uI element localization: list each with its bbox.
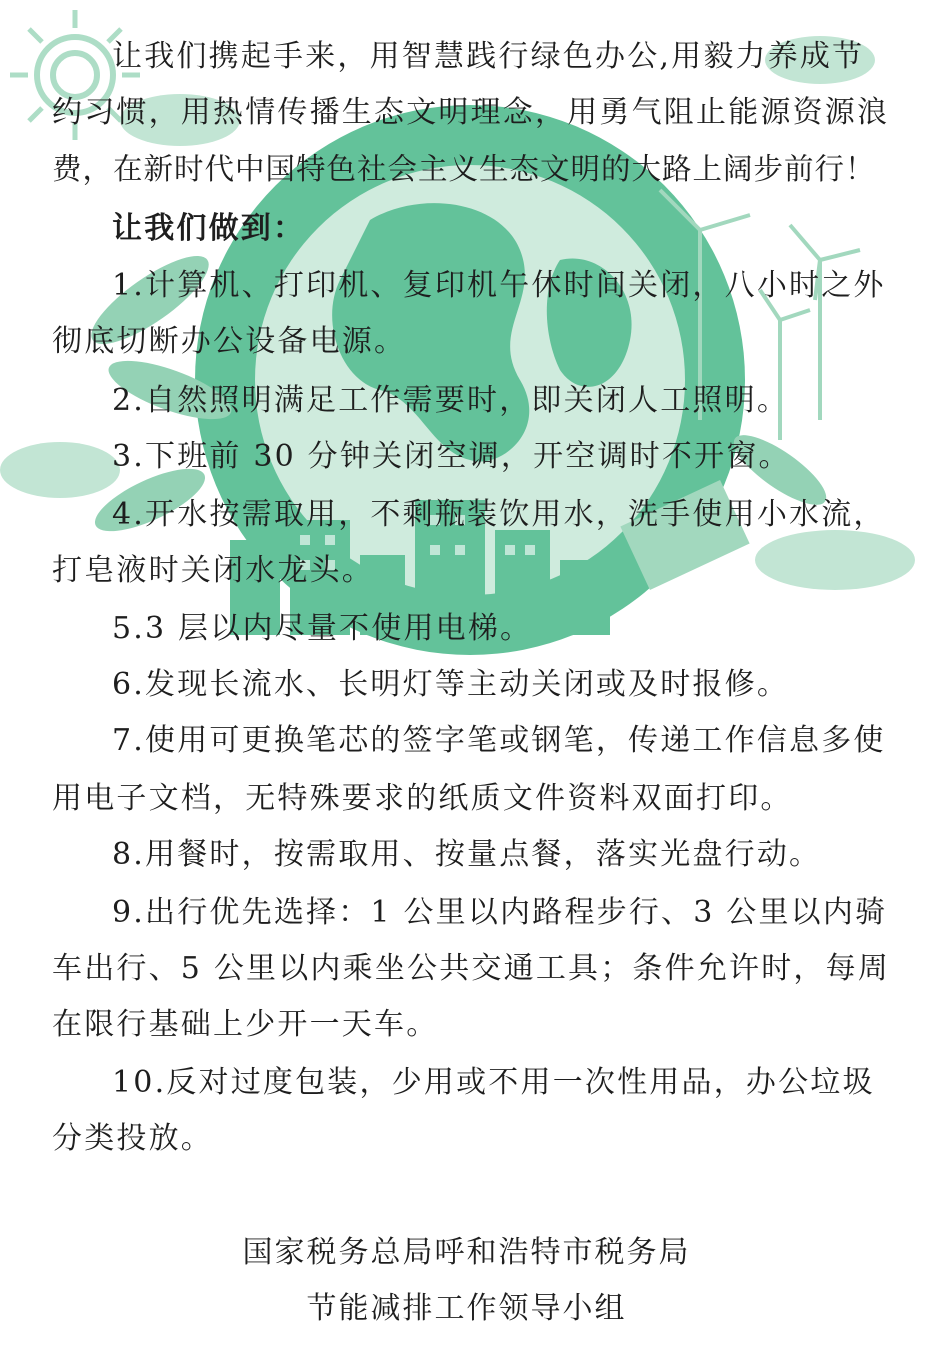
list-item-line: 3.下班前 30 分钟关闭空调，开空调时不开窗。 xyxy=(112,439,791,474)
signature-group: 节能减排工作领导小组 xyxy=(306,1291,627,1326)
list-item-line: 在限行基础上少开一天车。 xyxy=(52,1007,439,1042)
list-item-line: 10.反对过度包装，少用或不用一次性用品，办公垃圾 xyxy=(112,1065,875,1100)
list-item-line: 分类投放。 xyxy=(52,1121,213,1156)
list-heading: 让我们做到： xyxy=(112,211,306,246)
list-item-line: 彻底切断办公设备电源。 xyxy=(52,324,407,359)
signature-organization: 国家税务总局呼和浩特市税务局 xyxy=(242,1235,691,1270)
list-item-line: 6.发现长流水、长明灯等主动关闭或及时报修。 xyxy=(112,667,790,702)
list-item-line: 1.计算机、打印机、复印机午休时间关闭，八小时之外 xyxy=(112,268,886,303)
list-item-line: 用电子文档，无特殊要求的纸质文件资料双面打印。 xyxy=(52,781,793,816)
list-item-line: 打皂液时关闭水龙头。 xyxy=(52,553,374,588)
list-item-line: 4.开水按需取用，不剩瓶装饮用水，洗手使用小水流， xyxy=(112,497,886,532)
list-item-line: 8.用餐时，按需取用、按量点餐，落实光盘行动。 xyxy=(112,837,822,872)
intro-line: 约习惯，用热情传播生态文明理念，用勇气阻止能源资源浪 xyxy=(52,95,890,130)
intro-line: 让我们携起手来，用智慧践行绿色办公,用毅力养成节 xyxy=(112,39,865,74)
list-item-line: 9.出行优先选择：1 公里以内路程步行、3 公里以内骑 xyxy=(112,895,888,930)
list-item-line: 2.自然照明满足工作需要时，即关闭人工照明。 xyxy=(112,383,790,418)
intro-line: 费，在新时代中国特色社会主义生态文明的大路上阔步前行！ xyxy=(52,152,876,186)
list-item-line: 7.使用可更换笔芯的签字笔或钢笔，传递工作信息多使 xyxy=(112,723,886,758)
list-item-line: 5.3 层以内尽量不使用电梯。 xyxy=(112,611,533,646)
list-item-line: 车出行、5 公里以内乘坐公共交通工具；条件允许时，每周 xyxy=(52,951,891,986)
